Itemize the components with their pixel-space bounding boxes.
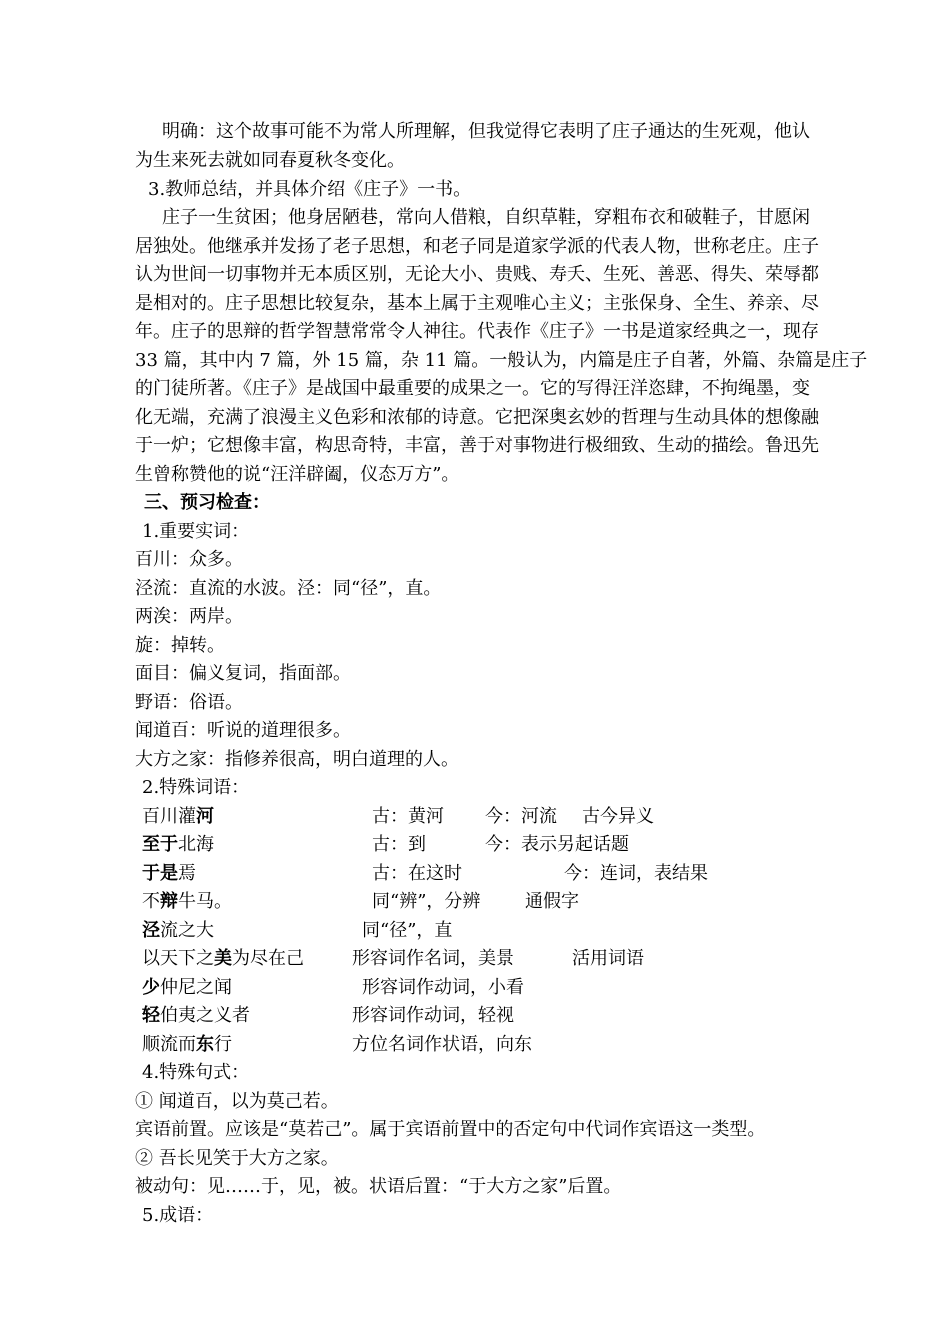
teshu-gu: 同“辨”，分辨 bbox=[372, 891, 481, 912]
shici-item-7: 闻道百：听说的道理很多。 bbox=[135, 720, 351, 741]
teshu-note: 活用词语 bbox=[572, 948, 644, 969]
teshu-jin: 今：表示另起话题 bbox=[485, 834, 629, 855]
teshu-gu: 形容词作动词，小看 bbox=[362, 977, 524, 998]
jushi-line-4: 被动句：见……于，见，被。状语后置：“于大方之家”后置。 bbox=[135, 1176, 622, 1197]
chengyu-title: 5.成语： bbox=[142, 1205, 214, 1226]
teshu-word: 至于北海 bbox=[142, 834, 214, 855]
teshu-word: 泾流之大 bbox=[142, 920, 214, 941]
teshu-word: 少仲尼之闻 bbox=[142, 977, 232, 998]
teshu-word: 百川灌河 bbox=[142, 806, 214, 827]
teshu-word: 以天下之美为尽在己 bbox=[142, 948, 304, 969]
shici-title: 1.重要实词： bbox=[142, 521, 250, 542]
mingque-line-2: 为生来死去就如同春夏秋冬变化。 bbox=[135, 150, 405, 171]
intro-line-10: 生曾称赞他的说“汪洋辟阖，仪态万方”。 bbox=[135, 464, 460, 485]
intro-line-6: 33 篇，其中内 7 篇，外 15 篇，杂 11 篇。一般认为，内篇是庄子自著，外篇、杂篇是庄子 bbox=[135, 350, 868, 371]
teacher-summary: 3.教师总结，并具体介绍《庄子》一书。 bbox=[148, 179, 472, 200]
intro-line-8: 化无端，充满了浪漫主义色彩和浓郁的诗意。它把深奥玄妙的哲理与生动具体的想像融 bbox=[135, 407, 819, 428]
teshu-gu: 形容词作动词，轻视 bbox=[352, 1005, 514, 1026]
intro-line-1: 庄子一生贫困；他身居陋巷，常向人借粮，自织草鞋，穿粗布衣和破鞋子，甘愿闲 bbox=[162, 207, 810, 228]
teshu-gu: 同“径”，直 bbox=[362, 920, 453, 941]
teshu-jin: 今：连词，表结果 bbox=[564, 863, 708, 884]
intro-line-4: 是相对的。庄子思想比较复杂，基本上属于主观唯心主义；主张保身、全生、养亲、尽 bbox=[135, 293, 819, 314]
teshu-word: 顺流而东行 bbox=[142, 1034, 232, 1055]
jushi-title: 4.特殊句式： bbox=[142, 1062, 250, 1083]
intro-line-7: 的门徒所著。《庄子》是战国中最重要的成果之一。它的写得汪洋恣肆，不拘绳墨，变 bbox=[135, 378, 810, 399]
teshu-note: 古今异义 bbox=[582, 806, 654, 827]
teshu-gu: 方位名词作状语，向东 bbox=[352, 1034, 532, 1055]
intro-line-3: 认为世间一切事物并无本质区别，无论大小、贵贱、寿夭、生死、善恶、得失、荣辱都 bbox=[135, 264, 819, 285]
shici-item-2: 泾流：直流的水波。泾：同“径”，直。 bbox=[135, 578, 442, 599]
teshu-word: 轻伯夷之义者 bbox=[142, 1005, 250, 1026]
jushi-line-3: ② 吾长见笑于大方之家。 bbox=[135, 1148, 339, 1169]
shici-item-4: 旋：掉转。 bbox=[135, 635, 225, 656]
shici-item-5: 面目：偏义复词，指面部。 bbox=[135, 663, 351, 684]
teshu-note: 通假字 bbox=[525, 891, 579, 912]
teshu-gu: 古：黄河 bbox=[372, 806, 444, 827]
shici-item-1: 百川：众多。 bbox=[135, 549, 243, 570]
shici-item-3: 两涘：两岸。 bbox=[135, 606, 243, 627]
teshu-title: 2.特殊词语： bbox=[142, 777, 250, 798]
intro-line-9: 于一炉；它想像丰富，构思奇特，丰富，善于对事物进行极细致、生动的描绘。鲁迅先 bbox=[135, 435, 819, 456]
teshu-gu: 古：到 bbox=[372, 834, 426, 855]
shici-item-8: 大方之家：指修养很高，明白道理的人。 bbox=[135, 749, 459, 770]
section-3-title: 三、预习检查： bbox=[144, 492, 270, 513]
intro-line-5: 年。庄子的思辩的哲学智慧常常令人神往。代表作《庄子》一书是道家经典之一，现存 bbox=[135, 321, 819, 342]
jushi-line-1: ① 闻道百，以为莫己若。 bbox=[135, 1091, 339, 1112]
shici-item-6: 野语：俗语。 bbox=[135, 692, 243, 713]
teshu-jin: 今：河流 bbox=[485, 806, 557, 827]
mingque-line-1: 明确：这个故事可能不为常人所理解，但我觉得它表明了庄子通达的生死观，他认 bbox=[162, 121, 810, 142]
teshu-gu: 古：在这时 bbox=[372, 863, 462, 884]
teshu-word: 不辩牛马。 bbox=[142, 891, 232, 912]
teshu-word: 于是焉 bbox=[142, 863, 196, 884]
teshu-gu: 形容词作名词，美景 bbox=[352, 948, 514, 969]
intro-line-2: 居独处。他继承并发扬了老子思想，和老子同是道家学派的代表人物，世称老庄。庄子 bbox=[135, 236, 819, 257]
jushi-line-2: 宾语前置。应该是“莫若己”。属于宾语前置中的否定句中代词作宾语这一类型。 bbox=[135, 1119, 766, 1140]
